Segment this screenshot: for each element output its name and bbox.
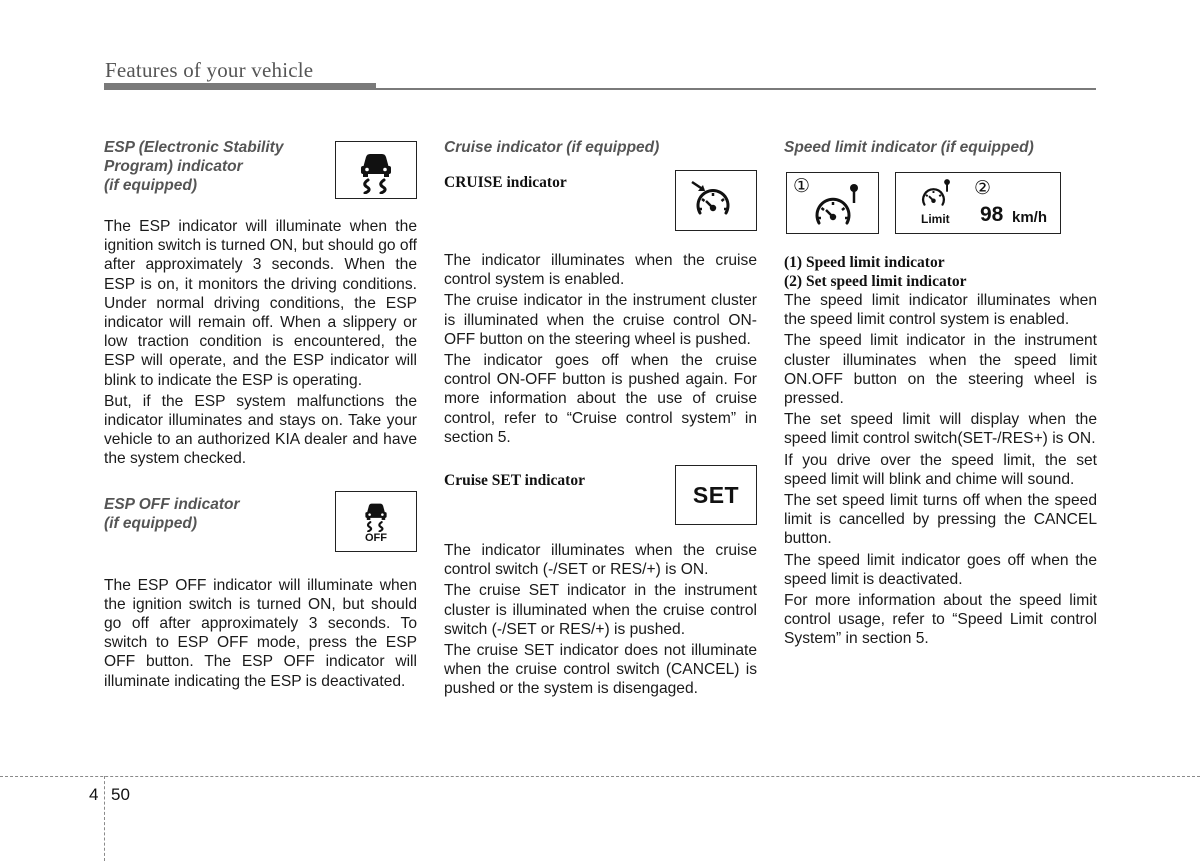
callout-mark-2: ② (974, 177, 992, 199)
cruise-paragraph: The indicator goes off when the cruise control ON-OFF button is pushed again. For more information about the use of cruise control, refer to “Cruise control system” in section 5. (444, 352, 757, 446)
esp-off-paragraph: The ESP OFF indicator will illuminate when the ignition switch is turned ON, but should go off after approximately 3 seconds. To switch to ESP OFF mode, press the ESP OFF button. The ESP OFF indicator will illuminate indicating the ESP is deactivated. (104, 576, 417, 690)
speed-limit-paragraph: The speed limit indicator illuminates when the speed limit control system is enabled. (784, 292, 1097, 329)
speed-limit-paragraph: The set speed limit will display when the speed limit control switch(SET-/RES+) is ON. (784, 411, 1097, 448)
cruise-indicator-section (444, 173, 757, 447)
page-header-title: Features of your vehicle (105, 58, 314, 82)
cruise-set-paragraph: The cruise SET indicator in the instrument cluster is illuminated when the cruise control switch (-/SET or RES/+) is pushed. (444, 582, 757, 638)
esp-off-section (104, 495, 417, 691)
cruise-title: Cruise indicator (if equipped) (444, 139, 660, 156)
cruise-set-subtitle: Cruise SET indicator (444, 472, 585, 490)
esp-title (104, 138, 324, 195)
esp-paragraph: The ESP indicator will illuminate when the ignition switch is turned ON, but should go off after approximately 3 seconds. When the ESP is on, it monitors the driving conditions. Under normal driving conditions, the ESP indicator will remain off. When a slippery or low traction condition is encountered, the ESP will operate, and the ESP indicator will blink to indicate the ESP is operating. (104, 218, 417, 389)
esp-paragraph: But, if the ESP system malfunctions the indicator illuminates and stays on. Take your vehicle to an authorized KIA dealer and have the system checked. (104, 392, 417, 468)
cruise-body (444, 251, 757, 447)
speed-limit-paragraph: If you drive over the speed limit, the set speed limit will blink and chime will sound. (784, 451, 1097, 488)
esp-body (104, 217, 417, 469)
speed-limit-paragraph: The speed limit indicator in the instrument cluster illuminates when the speed limit ON.OFF button on the steering wheel is pressed. (784, 332, 1097, 408)
esp-section (104, 138, 417, 469)
column-esp (104, 138, 417, 693)
esp-title-line: (if equipped) (104, 177, 197, 194)
speed-limit-figure (784, 172, 1097, 238)
cruise-paragraph: The cruise indicator in the instrument cluster is illuminated when the cruise control ON-OFF button on the steering wheel is pushed. (444, 292, 757, 348)
speed-limit-body (784, 291, 1097, 649)
legend-item-1: (1) Speed limit indicator (784, 254, 945, 271)
cruise-set-section (444, 471, 757, 699)
footer-vertical-dashed-rule (104, 776, 105, 861)
skidding-car-off-icon (357, 498, 395, 532)
esp-off-indicator-icon (335, 491, 417, 552)
set-speed-limit-display (895, 172, 1061, 234)
limit-label: Limit (921, 212, 950, 226)
skidding-car-icon (351, 146, 401, 194)
esp-title-line: ESP (Electronic Stability (104, 139, 284, 156)
legend-item-2: (2) Set speed limit indicator (784, 273, 967, 290)
header-rule (104, 88, 1096, 90)
esp-title-line: Program) indicator (104, 158, 243, 175)
cruise-set-indicator-icon (675, 465, 757, 525)
esp-indicator-icon (335, 141, 417, 199)
column-speed-limit (784, 138, 1097, 651)
cruise-indicator-icon (675, 170, 757, 231)
column-cruise (444, 138, 757, 701)
cruise-subtitle: CRUISE indicator (444, 174, 567, 191)
cruise-speedometer-icon (688, 179, 744, 223)
esp-off-title-line: ESP OFF indicator (104, 495, 240, 513)
speed-limit-paragraph: The speed limit indicator goes off when the speed limit is deactivated. (784, 551, 1097, 588)
esp-off-body (104, 576, 417, 691)
cruise-set-paragraph: The indicator illuminates when the cruise control switch (-/SET or RES/+) is ON. (444, 542, 757, 579)
set-icon-label: SET (692, 481, 740, 508)
speed-limit-speedometer-icon (809, 181, 871, 229)
esp-off-icon-label: OFF (365, 532, 387, 545)
speed-limit-title: Speed limit indicator (if equipped) (784, 139, 1034, 156)
set-speed-value: 98 (980, 203, 1004, 226)
cruise-paragraph: The indicator illuminates when the cruise control system is enabled. (444, 252, 757, 289)
cruise-set-body (444, 541, 757, 699)
chapter-number: 4 (89, 785, 99, 804)
footer-dashed-rule (0, 776, 1200, 777)
speed-limit-indicator-icon (786, 172, 879, 234)
speed-limit-paragraph: For more information about the speed limit control usage, refer to “Speed Limit control System” in section 5. (784, 592, 1097, 648)
speed-limit-legend (784, 253, 1097, 291)
esp-off-title-line: (if equipped) (104, 514, 197, 532)
page-number: 50 (111, 785, 130, 804)
cruise-set-paragraph: The cruise SET indicator does not illuminate when the cruise control switch (CANCEL) is pushed or the system is disengaged. (444, 642, 757, 698)
speed-limit-small-speedometer-icon (918, 177, 958, 209)
speed-unit: km/h (1012, 209, 1048, 226)
speed-limit-paragraph: The set speed limit turns off when the speed limit is cancelled by pressing the CANCEL button. (784, 492, 1097, 548)
callout-mark-1: ① (793, 175, 811, 197)
